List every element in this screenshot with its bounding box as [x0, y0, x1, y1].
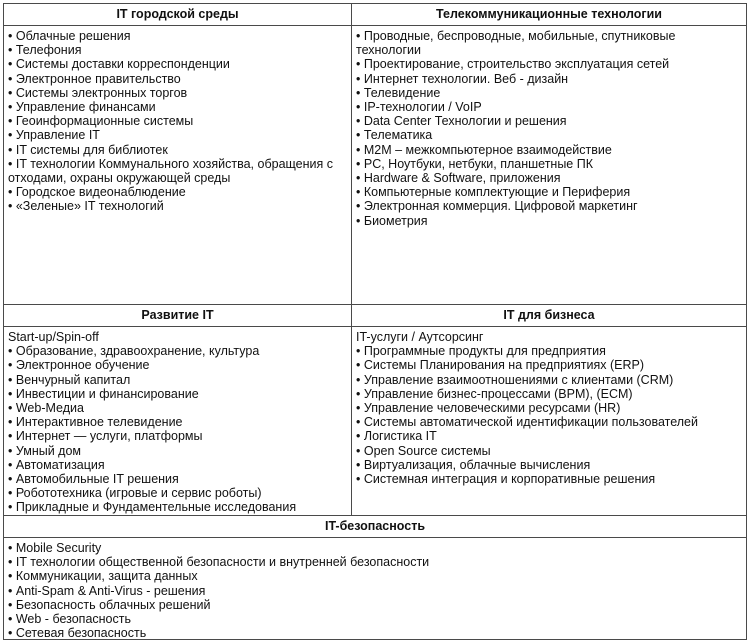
section-business-lead: IT-услуги / Аутсорсинг: [356, 330, 484, 344]
list-item: • Логистика IT: [356, 429, 743, 443]
section-security-title: IT-безопасность: [4, 516, 746, 538]
list-item: • M2M – межкомпьютерное взаимодействие: [356, 143, 743, 157]
list-item: • Телевидение: [356, 86, 743, 100]
list-item: • Системы автоматической идентификации пользователей: [356, 415, 743, 429]
list-item: • Web-Медиа: [8, 401, 348, 415]
section-city-title: IT городской среды: [4, 4, 351, 26]
list-item: • Биометрия: [356, 214, 743, 228]
list-item: • Образование, здравоохранение, культура: [8, 344, 348, 358]
row-divider: [4, 515, 746, 516]
list-item: • Венчурный капитал: [8, 373, 348, 387]
section-telecom: [352, 4, 746, 304]
list-item: • IT системы для библиотек: [8, 143, 348, 157]
section-development: [4, 305, 351, 515]
list-item: • Data Center Технологии и решения: [356, 114, 743, 128]
topics-table: [3, 3, 747, 640]
list-item: • Системы электронных торгов: [8, 86, 348, 100]
section-telecom-title: Телекоммуникационные технологии: [352, 4, 746, 26]
section-telecom-list: [356, 29, 743, 228]
list-item: • Электронная коммерция. Цифровой маркетинг: [356, 199, 743, 213]
list-item: • «Зеленые» IT технологий: [8, 199, 348, 213]
list-item: • Управление человеческими ресурсами (HR): [356, 401, 743, 415]
list-item: • Прикладные и Фундаментельные исследования: [8, 500, 348, 514]
section-city-list: [8, 29, 348, 214]
section-business-list: [356, 344, 743, 486]
section-development-lead: Start-up/Spin-off: [8, 330, 99, 344]
list-item: • Умный дом: [8, 444, 348, 458]
list-item: • Системы доставки корреспонденции: [8, 57, 348, 71]
list-item: • Интернет — услуги, платформы: [8, 429, 348, 443]
section-security: [4, 516, 746, 639]
list-item: • Автомобильные IT решения: [8, 472, 348, 486]
section-development-title: Развитие IT: [4, 305, 351, 327]
list-item: • Системная интеграция и корпоративные решения: [356, 472, 743, 486]
section-business: [352, 305, 746, 515]
list-item: • IP-технологии / VoIP: [356, 100, 743, 114]
list-item: • Облачные решения: [8, 29, 348, 43]
row-divider: [4, 304, 746, 305]
section-development-list: [8, 344, 348, 514]
list-item: • Сетевая безопасность: [8, 626, 743, 640]
list-item: • Управление IT: [8, 128, 348, 142]
list-item: • Коммуникации, защита данных: [8, 569, 743, 583]
list-item: • Робототехника (игровые и сервис роботы): [8, 486, 348, 500]
list-item: • Anti-Spam & Anti-Virus - решения: [8, 584, 743, 598]
list-item: • Автоматизация: [8, 458, 348, 472]
section-security-list: [8, 541, 743, 640]
list-item: • Hardware & Software, приложения: [356, 171, 743, 185]
list-item: • Телематика: [356, 128, 743, 142]
section-business-title: IT для бизнеса: [352, 305, 746, 327]
list-item: • Open Source системы: [356, 444, 743, 458]
list-item: • Безопасность облачных решений: [8, 598, 743, 612]
list-item: • PC, Ноутбуки, нетбуки, планшетные ПК: [356, 157, 743, 171]
list-item: • Программные продукты для предприятия: [356, 344, 743, 358]
list-item: • Виртуализация, облачные вычисления: [356, 458, 743, 472]
list-item: • IT технологии Коммунального хозяйства, обращения с отходами, охраны окружающей среды: [8, 157, 348, 185]
list-item: • Проводные, беспроводные, мобильные, спутниковые технологии: [356, 29, 743, 57]
list-item: • Управление взаимоотношениями с клиентами (CRM): [356, 373, 743, 387]
list-item: • Городское видеонаблюдение: [8, 185, 348, 199]
list-item: • Геоинформационные системы: [8, 114, 348, 128]
section-city: [4, 4, 351, 304]
list-item: • Электронное правительство: [8, 72, 348, 86]
list-item: • Интернет технологии. Веб - дизайн: [356, 72, 743, 86]
list-item: • Управление финансами: [8, 100, 348, 114]
list-item: • Проектирование, строительство эксплуатация сетей: [356, 57, 743, 71]
list-item: • Компьютерные комплектующие и Периферия: [356, 185, 743, 199]
list-item: • Электронное обучение: [8, 358, 348, 372]
list-item: • Телефония: [8, 43, 348, 57]
list-item: • Системы Планирования на предприятиях (ERP): [356, 358, 743, 372]
list-item: • Интерактивное телевидение: [8, 415, 348, 429]
column-divider: [351, 4, 352, 515]
list-item: • Инвестиции и финансирование: [8, 387, 348, 401]
list-item: • Web - безопасность: [8, 612, 743, 626]
list-item: • Управление бизнес-процессами (BPM), (ECM): [356, 387, 743, 401]
list-item: • IT технологии общественной безопасности и внутренней безопасности: [8, 555, 743, 569]
list-item: • Mobile Security: [8, 541, 743, 555]
